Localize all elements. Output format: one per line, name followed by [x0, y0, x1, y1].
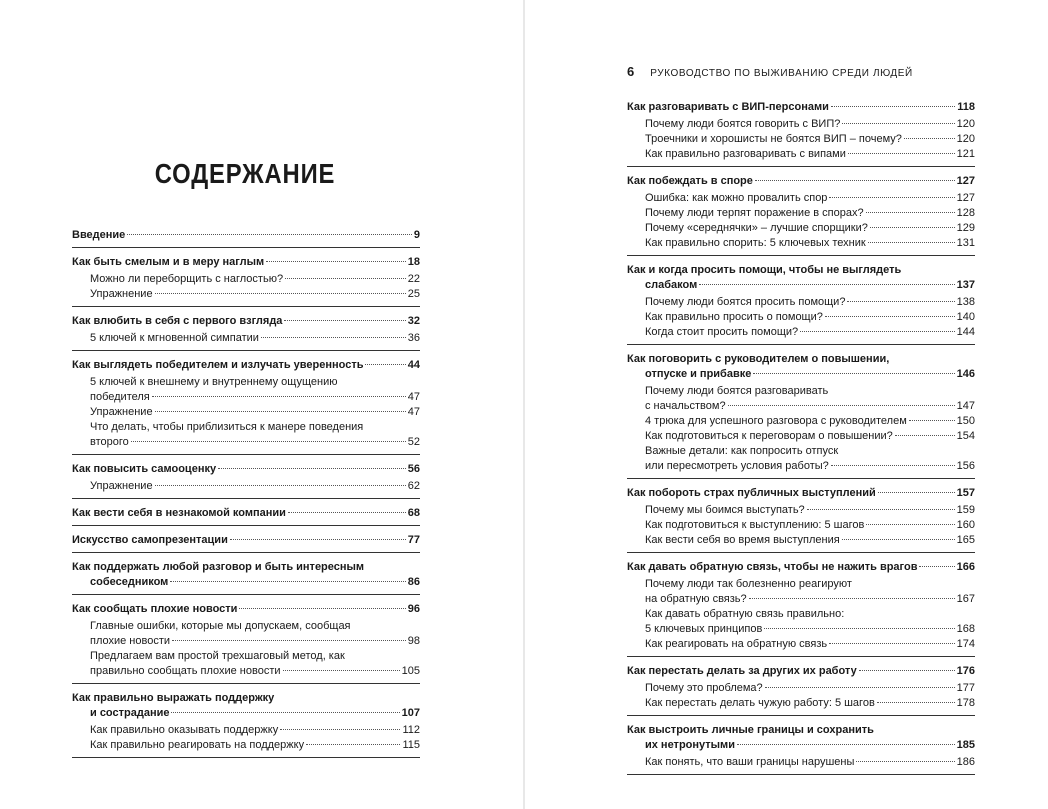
toc-chapter-entry — [72, 506, 420, 521]
toc-chapter-entry — [72, 358, 420, 373]
dot-leader — [755, 179, 955, 181]
toc-page-number: 86 — [407, 576, 420, 588]
toc-subentry — [627, 191, 975, 206]
toc-entry-title: 5 ключей к мгновенной симпатии — [90, 332, 259, 344]
toc-page-number: 177 — [956, 682, 975, 694]
toc-page-number: 98 — [407, 635, 420, 647]
toc-entry-title: Почему «середнячки» – лучшие спорщики? — [645, 222, 868, 234]
toc-subentry — [627, 132, 975, 147]
toc-subentry — [627, 622, 975, 637]
toc-subentry — [627, 414, 975, 429]
toc-list-right — [627, 100, 975, 782]
toc-page-number: 165 — [956, 534, 975, 546]
toc-page-number: 18 — [407, 256, 420, 268]
toc-entry-title: отпуске и прибавке — [645, 368, 752, 380]
toc-subentry — [627, 592, 975, 607]
toc-page-number: 156 — [956, 460, 975, 472]
toc-page-number: 138 — [956, 296, 975, 308]
toc-chapter-entry — [72, 602, 420, 617]
toc-chapter-entry: Как правильно выражать поддержку — [72, 692, 275, 704]
toc-subentry — [72, 634, 420, 649]
toc-entry-title: Введение — [72, 229, 126, 241]
dot-leader — [266, 260, 406, 262]
toc-page-number: 25 — [407, 288, 420, 300]
toc-entry-title: Как правильно просить о помощи? — [645, 311, 823, 323]
toc-page-number: 159 — [956, 504, 975, 516]
dot-leader — [699, 283, 954, 285]
toc-section — [72, 228, 420, 248]
running-head-title: РУКОВОДСТВО ПО ВЫЖИВАНИЮ СРЕДИ ЛЮДЕЙ — [650, 68, 913, 79]
dot-leader — [280, 728, 400, 730]
dot-leader — [239, 607, 405, 609]
toc-page-number: 32 — [407, 315, 420, 327]
dot-leader — [842, 538, 955, 540]
toc-subentry: Почему люди боятся разговаривать — [645, 385, 829, 397]
toc-chapter-entry — [72, 228, 420, 243]
toc-entry-title: Как выглядеть победителем и излучать уверенность — [72, 359, 364, 371]
dot-leader — [152, 395, 406, 397]
toc-entry-title: Почему люди терпят поражение в спорах? — [645, 207, 864, 219]
toc-chapter-entry: Как поддержать любой разговор и быть интересным — [72, 561, 365, 573]
dot-leader — [365, 363, 405, 365]
toc-chapter-entry — [72, 533, 420, 548]
toc-page-number: 47 — [407, 391, 420, 403]
toc-subentry — [627, 518, 975, 533]
toc-page-number: 150 — [956, 415, 975, 427]
toc-subentry: Предлагаем вам простой трехшаговый метод, как — [90, 650, 345, 662]
toc-section — [72, 560, 420, 595]
toc-entry-title: Упражнение — [90, 288, 153, 300]
dot-leader — [765, 686, 955, 688]
toc-section — [72, 691, 420, 758]
toc-section — [627, 352, 975, 479]
toc-section — [72, 506, 420, 526]
toc-page-number: 137 — [956, 279, 975, 291]
dot-leader — [895, 434, 955, 436]
dot-leader — [737, 743, 955, 745]
toc-chapter-entry — [72, 314, 420, 329]
dot-leader — [831, 105, 955, 107]
toc-page-number: 52 — [407, 436, 420, 448]
toc-subentry: Что делать, чтобы приблизиться к манере поведения — [90, 421, 364, 433]
dot-leader — [904, 137, 955, 139]
toc-entry-title: второго — [90, 436, 129, 448]
toc-subentry — [627, 310, 975, 325]
toc-entry-title: Как правильно разговаривать с випами — [645, 148, 846, 160]
toc-subentry — [627, 325, 975, 340]
toc-chapter-entry — [627, 664, 975, 679]
toc-subentry — [72, 331, 420, 346]
dot-leader — [842, 122, 954, 124]
toc-page-number: 105 — [401, 665, 420, 677]
toc-subentry — [627, 117, 975, 132]
toc-subentry: Важные детали: как попросить отпуск — [645, 445, 839, 457]
toc-subentry — [627, 206, 975, 221]
toc-entry-title: Искусство самопрезентации — [72, 534, 228, 546]
dot-leader — [155, 484, 406, 486]
dot-leader — [753, 372, 954, 374]
toc-page-number: 44 — [407, 359, 420, 371]
toc-section — [72, 602, 420, 684]
toc-page-number: 127 — [956, 175, 975, 187]
toc-page-number: 131 — [956, 237, 975, 249]
dot-leader — [859, 669, 955, 671]
dot-leader — [870, 226, 955, 228]
dot-leader — [218, 467, 406, 469]
toc-entry-title: и сострадание — [90, 707, 170, 719]
toc-page-number: 118 — [957, 101, 975, 113]
toc-subentry — [627, 637, 975, 652]
toc-section — [627, 100, 975, 167]
toc-entry-title: на обратную связь? — [645, 593, 747, 605]
toc-subentry — [627, 399, 975, 414]
toc-page-number: 157 — [956, 487, 975, 499]
toc-page-number: 160 — [956, 519, 975, 531]
dot-leader — [800, 330, 955, 332]
toc-entry-title: Когда стоит просить помощи? — [645, 326, 799, 338]
dot-leader — [261, 336, 406, 338]
toc-subentry — [627, 429, 975, 444]
dot-leader — [728, 404, 955, 406]
toc-subentry — [72, 479, 420, 494]
toc-page-number: 9 — [413, 229, 420, 241]
toc-entry-title: Почему люди боятся говорить с ВИП? — [645, 118, 841, 130]
toc-page-number: 144 — [956, 326, 975, 338]
toc-chapter-entry — [627, 738, 975, 753]
toc-entry-title: Как побороть страх публичных выступлений — [627, 487, 876, 499]
left-page — [0, 0, 523, 809]
toc-entry-title: Упражнение — [90, 406, 153, 418]
toc-page-number: 174 — [956, 638, 975, 650]
toc-entry-title: Как сообщать плохие новости — [72, 603, 238, 615]
toc-entry-title: Как повысить самооценку — [72, 463, 217, 475]
toc-entry-title: с начальством? — [645, 400, 726, 412]
dot-leader — [749, 597, 955, 599]
toc-entry-title: Как правильно спорить: 5 ключевых техник — [645, 237, 866, 249]
toc-page-number: 56 — [407, 463, 420, 475]
dot-leader — [909, 419, 955, 421]
toc-entry-title: Как побеждать в споре — [627, 175, 753, 187]
toc-page-number: 77 — [407, 534, 420, 546]
toc-entry-title: Почему мы боимся выступать? — [645, 504, 805, 516]
toc-entry-title: Как вести себя во время выступления — [645, 534, 840, 546]
dot-leader — [172, 639, 406, 641]
toc-page-number: 115 — [402, 739, 420, 751]
toc-subentry — [627, 459, 975, 474]
dot-leader — [831, 464, 955, 466]
toc-page-number: 178 — [956, 697, 975, 709]
toc-page-number: 185 — [956, 739, 975, 751]
toc-entry-title: Как вести себя в незнакомой компании — [72, 507, 286, 519]
toc-entry-title: Ошибка: как можно провалить спор — [645, 192, 828, 204]
toc-entry-title: 4 трюка для успешного разговора с руководителем — [645, 415, 907, 427]
toc-entry-title: Как реагировать на обратную связь — [645, 638, 828, 650]
toc-entry-title: 5 ключевых принципов — [645, 623, 763, 635]
toc-entry-title: их нетронутыми — [645, 739, 735, 751]
dot-leader — [829, 196, 954, 198]
dot-leader — [919, 565, 954, 567]
toc-section — [627, 174, 975, 256]
dot-leader — [230, 538, 406, 540]
toc-page-number: 68 — [407, 507, 420, 519]
toc-entry-title: Как перестать делать чужую работу: 5 шагов — [645, 697, 875, 709]
dot-leader — [877, 701, 955, 703]
toc-page-number: 107 — [401, 707, 420, 719]
toc-page-number: 140 — [956, 311, 975, 323]
toc-entry-title: Как понять, что ваши границы нарушены — [645, 756, 855, 768]
toc-entry-title: собеседником — [90, 576, 169, 588]
toc-chapter-entry — [72, 575, 420, 590]
toc-entry-title: Как подготовиться к выступлению: 5 шагов — [645, 519, 865, 531]
dot-leader — [284, 319, 405, 321]
toc-subentry: Как давать обратную связь правильно: — [645, 608, 845, 620]
toc-page-number: 96 — [407, 603, 420, 615]
dot-leader — [127, 233, 412, 235]
toc-subentry — [627, 533, 975, 548]
toc-entry-title: Как разговаривать с ВИП-персонами — [627, 101, 829, 113]
toc-entry-title: Упражнение — [90, 480, 153, 492]
dot-leader — [868, 241, 955, 243]
dot-leader — [285, 277, 406, 279]
dot-leader — [155, 292, 406, 294]
toc-chapter-entry: Как поговорить с руководителем о повышении, — [627, 353, 890, 365]
toc-subentry — [627, 755, 975, 770]
toc-entry-title: Как правильно оказывать поддержку — [90, 724, 279, 736]
toc-chapter-entry — [627, 560, 975, 575]
dot-leader — [306, 743, 400, 745]
toc-subentry — [627, 295, 975, 310]
toc-page-number: 167 — [956, 593, 975, 605]
toc-entry-title: плохие новости — [90, 635, 171, 647]
toc-section — [72, 462, 420, 499]
toc-page-number: 129 — [956, 222, 975, 234]
toc-page-number: 36 — [407, 332, 420, 344]
toc-subentry — [72, 435, 420, 450]
dot-leader — [866, 523, 954, 525]
toc-section — [627, 723, 975, 775]
toc-subentry — [72, 405, 420, 420]
toc-chapter-entry: Как и когда просить помощи, чтобы не выглядеть — [627, 264, 902, 276]
toc-page-number: 168 — [956, 623, 975, 635]
toc-entry-title: Как правильно реагировать на поддержку — [90, 739, 305, 751]
toc-subentry — [72, 390, 420, 405]
toc-subentry — [627, 221, 975, 236]
toc-page-number: 128 — [956, 207, 975, 219]
toc-section — [627, 560, 975, 657]
toc-entry-title: Почему это проблема? — [645, 682, 763, 694]
toc-page-number: 121 — [956, 148, 975, 160]
toc-subentry: 5 ключей к внешнему и внутреннему ощущению — [90, 376, 338, 388]
dot-leader — [825, 315, 955, 317]
dot-leader — [847, 300, 954, 302]
toc-entry-title: победителя — [90, 391, 150, 403]
toc-subentry — [72, 272, 420, 287]
toc-list-left — [72, 228, 420, 765]
dot-leader — [170, 580, 405, 582]
toc-chapter-entry — [72, 255, 420, 270]
toc-entry-title: Как перестать делать за других их работу — [627, 665, 857, 677]
running-head — [627, 64, 913, 79]
toc-page-number: 146 — [956, 368, 975, 380]
toc-entry-title: или пересмотреть условия работы? — [645, 460, 829, 472]
dot-leader — [131, 440, 406, 442]
toc-chapter-entry — [72, 706, 420, 721]
toc-subentry — [72, 287, 420, 302]
toc-subentry: Главные ошибки, которые мы допускаем, сообщая — [90, 620, 351, 632]
toc-page-number: 120 — [956, 118, 975, 130]
toc-subentry — [627, 503, 975, 518]
toc-section — [72, 533, 420, 553]
dot-leader — [283, 669, 400, 671]
toc-section — [72, 314, 420, 351]
dot-leader — [856, 760, 954, 762]
toc-chapter-entry — [627, 278, 975, 293]
toc-page-number: 47 — [407, 406, 420, 418]
dot-leader — [807, 508, 955, 510]
toc-subentry — [627, 696, 975, 711]
toc-page-number: 176 — [956, 665, 975, 677]
toc-section — [72, 358, 420, 455]
toc-chapter-entry — [72, 462, 420, 477]
toc-subentry — [627, 236, 975, 251]
toc-page-number: 112 — [402, 724, 420, 736]
dot-leader — [848, 152, 955, 154]
toc-chapter-entry — [627, 486, 975, 501]
dot-leader — [288, 511, 406, 513]
dot-leader — [764, 627, 954, 629]
toc-section — [627, 263, 975, 345]
toc-subentry — [72, 738, 420, 753]
toc-chapter-entry — [627, 100, 975, 115]
toc-chapter-entry: Как выстроить личные границы и сохранить — [627, 724, 874, 736]
toc-page-number: 62 — [407, 480, 420, 492]
toc-entry-title: Троечники и хорошисты не боятся ВИП – почему? — [645, 133, 902, 145]
toc-section — [627, 664, 975, 716]
dot-leader — [155, 410, 406, 412]
toc-chapter-entry — [627, 174, 975, 189]
toc-entry-title: Как влюбить в себя с первого взгляда — [72, 315, 283, 327]
toc-subentry — [627, 147, 975, 162]
toc-page-number: 147 — [956, 400, 975, 412]
toc-section — [72, 255, 420, 307]
toc-entry-title: Как давать обратную связь, чтобы не нажить врагов — [627, 561, 918, 573]
toc-chapter-entry — [627, 367, 975, 382]
toc-page-number: 22 — [407, 273, 420, 285]
toc-entry-title: Как быть смелым и в меру наглым — [72, 256, 265, 268]
toc-entry-title: слабаком — [645, 279, 698, 291]
toc-entry-title: Как подготовиться к переговорам о повышении? — [645, 430, 893, 442]
right-page — [525, 0, 1048, 809]
toc-entry-title: Можно ли переборщить с наглостью? — [90, 273, 284, 285]
page-number: 6 — [627, 64, 635, 79]
toc-page-number: 154 — [956, 430, 975, 442]
dot-leader — [829, 642, 955, 644]
dot-leader — [171, 711, 399, 713]
toc-page-number: 186 — [956, 756, 975, 768]
toc-entry-title: правильно сообщать плохие новости — [90, 665, 281, 677]
dot-leader — [878, 491, 955, 493]
toc-subentry — [627, 681, 975, 696]
toc-page-number: 127 — [956, 192, 975, 204]
toc-title: СОДЕРЖАНИЕ — [154, 158, 336, 189]
toc-subentry: Почему люди так болезненно реагируют — [645, 578, 852, 590]
dot-leader — [866, 211, 955, 213]
toc-subentry — [72, 723, 420, 738]
toc-page-number: 120 — [956, 133, 975, 145]
toc-page-number: 166 — [956, 561, 975, 573]
toc-section — [627, 486, 975, 553]
toc-subentry — [72, 664, 420, 679]
toc-entry-title: Почему люди боятся просить помощи? — [645, 296, 846, 308]
